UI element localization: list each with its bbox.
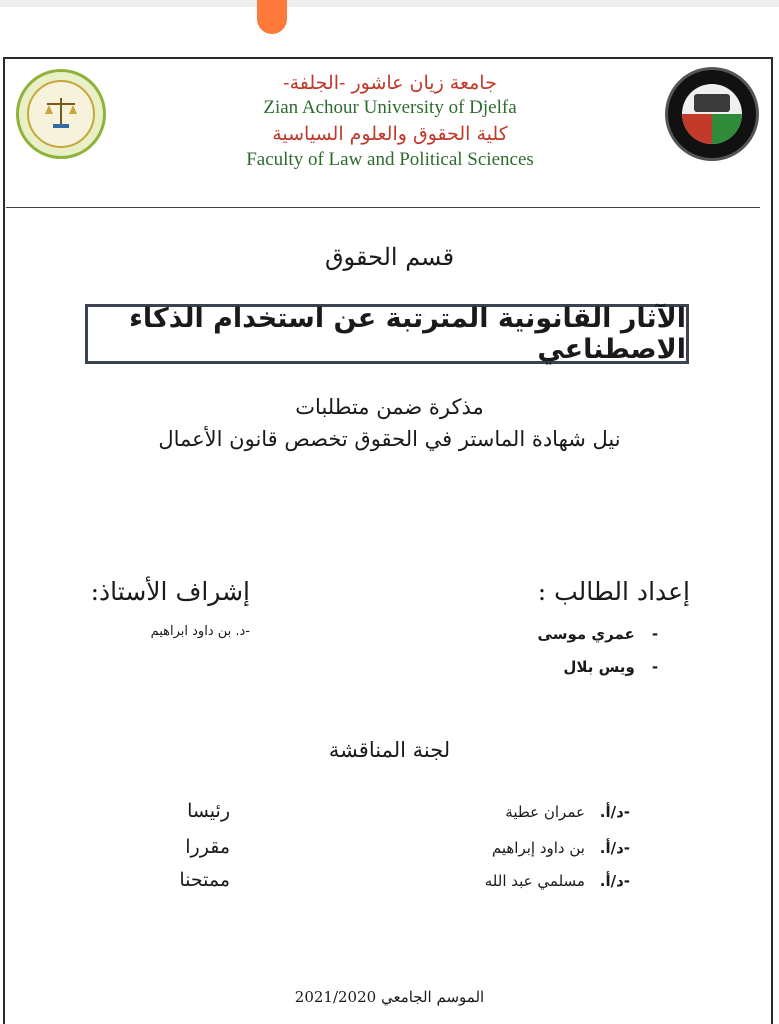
faculty-law-scale-emblem-icon: [16, 69, 106, 159]
member-title-prefix: -د/أ.: [599, 839, 630, 857]
member-name: مسلمي عبد الله: [484, 872, 585, 890]
university-name-english: Zian Achour University of Djelfa: [263, 97, 517, 118]
member-role: رئيسا: [187, 800, 230, 822]
member-role: ممتحنا: [179, 869, 230, 891]
seal-book-icon: [694, 94, 730, 112]
member-role: مقررا: [185, 836, 230, 858]
header-divider: [6, 207, 760, 208]
memo-line-2: نيل شهادة الماستر في الحقوق تخصص قانون الأعمال: [158, 427, 621, 451]
supervisor-name: -د. بن داود ابراهيم: [150, 624, 250, 639]
student-item: [470, 625, 670, 643]
member-title-prefix: -د/أ.: [599, 872, 630, 890]
member-title-prefix: -د/أ.: [599, 803, 630, 821]
seal-red-quadrant: [682, 114, 712, 144]
orange-drop-shape: [257, 0, 287, 34]
student-bullet: -: [651, 658, 659, 676]
prepared-by-label: إعداد الطالب :: [537, 577, 690, 606]
faculty-name-arabic: كلية الحقوق والعلوم السياسية: [272, 123, 508, 145]
student-name: ويس بلال: [563, 658, 635, 676]
scale-of-justice-icon: [41, 92, 81, 132]
committee-title: لجنة المناقشة: [328, 738, 451, 762]
thesis-title-box: [85, 304, 689, 364]
student-name: عمري موسى: [537, 625, 635, 643]
student-bullet: -: [651, 625, 659, 643]
document-frame: [3, 57, 773, 1024]
academic-year: الموسم الجامعي 2021/2020: [294, 988, 485, 1006]
header-block: [180, 70, 600, 172]
committee-member: [390, 803, 630, 821]
member-name: عمران عطية: [505, 803, 585, 821]
student-item: [470, 658, 670, 676]
thesis-title: الآثار القانونية المترتبة عن استخدام الذكاء الاصطناعي: [129, 303, 686, 365]
seal-green-quadrant: [712, 114, 742, 144]
university-name-arabic: جامعة زيان عاشور -الجلفة-: [283, 72, 497, 94]
university-djelfa-seal-icon: [665, 67, 759, 161]
committee-member: [390, 839, 630, 857]
supervisor-label: إشراف الأستاذ:: [90, 577, 250, 606]
seal-inner: [682, 84, 742, 144]
department-name: قسم الحقوق: [324, 243, 455, 271]
member-name: بن داود إبراهيم: [491, 839, 585, 857]
memo-line-1: مذكرة ضمن متطلبات: [295, 395, 484, 419]
top-band: [0, 0, 779, 7]
memo-description: [0, 392, 779, 456]
faculty-name-english: Faculty of Law and Political Sciences: [246, 149, 534, 170]
committee-member: [390, 872, 630, 890]
